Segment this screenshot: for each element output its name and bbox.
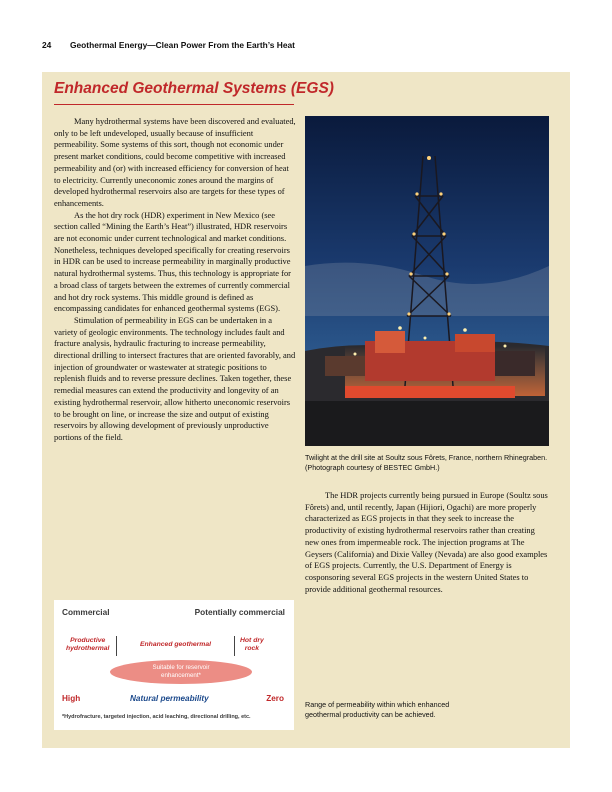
permeability-diagram <box>54 600 294 730</box>
diagram-caption: Range of permeability within which enhanced geothermal productivity can be achieved. <box>305 700 450 720</box>
label-commercial: Commercial <box>62 607 110 617</box>
body-text-right: The HDR projects currently being pursued in Europe (Soultz sous Fôrets) and, until recently, Japan (Hijiori, Ogachi) are more properly characterized as EGS projects in that they seek to increase the productivity of existing hydrothermal reservoirs rather than creating new ones from impermeable rock. The injection programs at The Geysers (California) and Dixie Valley (Nevada) are also good examples of EGS projects. Currently, the U.S. Department of Energy is cosponsoring several EGS projects in the western United States to provide additional geothermal resources. <box>305 490 548 594</box>
label-zero: Zero <box>266 694 284 703</box>
drill-site-photo <box>305 116 549 446</box>
page-number: 24 <box>42 40 52 50</box>
running-title: Geothermal Energy—Clean Power From the Earth’s Heat <box>70 40 295 50</box>
label-enhanced-geothermal: Enhanced geothermal <box>140 641 212 648</box>
paragraph: As the hot dry rock (HDR) experiment in New Mexico (see section called “Mining the Earth’s Heat”) illustrated, HDR reservoirs are not economic under current technological and market conditions. Nonetheless, techniques developed specifically for creating reservoirs in HDR can be used to increase permeability in marginally productive natural hydrothermal systems. Thus, this technology is appropriate for a broad class of targets between the extremes of currently commercial and hot dry rock systems. This middle ground is defined as encompassing candidates for enhanced geothermal systems (EGS). <box>54 209 291 314</box>
label-hot-dry-rock: Hot dry rock <box>240 637 264 652</box>
body-text-left <box>54 116 296 444</box>
label-high: High <box>62 694 81 703</box>
photo-caption: Twilight at the drill site at Soultz sous Fôrets, France, northern Rhinegraben. (Photograph courtesy of BESTEC GmbH.) <box>305 453 548 473</box>
running-header <box>42 40 582 50</box>
divider <box>116 636 117 656</box>
title-rule <box>54 104 294 105</box>
paragraph: Many hydrothermal systems have been discovered and evaluated, only to be left undeveloped, usually because of insufficient permeability. Some systems of this sort, though not economic under present market conditions, could become competitive with increased permeability and (or) with increased efficiency for conversion of heat to electricity. Currently uneconomic zones around the margins of developed hydrothermal reservoirs also are targets for these types of enhancements. <box>54 116 296 208</box>
diagram-footnote: *Hydrofracture, targeted injection, acid leaching, directional drilling, etc. <box>62 714 251 720</box>
label-productive-hydrothermal: Productive hydrothermal <box>66 637 110 652</box>
divider <box>234 636 235 656</box>
paragraph: Stimulation of permeability in EGS can be undertaken in a variety of geologic environments. The technology includes fault and fracture analysis, hydraulic fracturing to increase permeability, directional drilling to intersect fractures that are oriented favorably, and injection of groundwater or wastewater at strategic positions to replenish fluids and to reverse pressure declines. Taken together, these remedial measures can extend the productivity and longevity of an existing hydrothermal reservoir, allow hitherto uneconomic reservoirs to be brought on line, or increase the size and output of existing reservoirs by allowing development of previously unproductive portions of the field. <box>54 314 296 442</box>
label-natural-permeability: Natural permeability <box>130 694 209 703</box>
section-title: Enhanced Geothermal Systems (EGS) <box>54 80 334 97</box>
label-potentially-commercial: Potentially commercial <box>194 607 285 617</box>
label-suitable: Suitable for reservoir enhancement* <box>152 664 210 679</box>
